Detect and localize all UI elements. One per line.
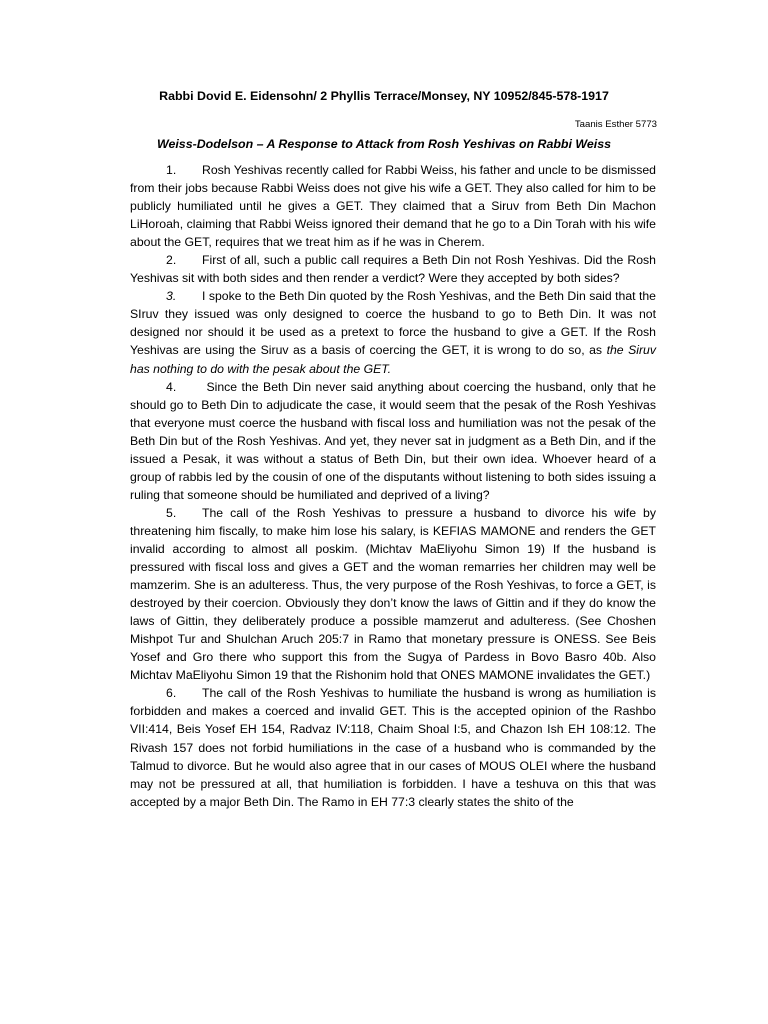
paragraph-6	[130, 684, 656, 810]
paragraph-text: First of all, such a public call requires a Beth Din not Rosh Yeshivas. Did the Rosh Yeshivas sit with both sides and then render a verdict? Were they accepted by both sides?	[130, 253, 656, 286]
paragraph-number: 1.	[166, 163, 177, 177]
document-body	[130, 161, 656, 811]
letterhead: Rabbi Dovid E. Eidensohn/ 2 Phyllis Terrace/Monsey, NY 10952/845-578-1917	[159, 89, 609, 103]
paragraph-text: Since the Beth Din never said anything about coercing the husband, only that he should go to Beth Din to adjudicate the case, it would seem that the pesak of the Rosh Yeshivas that everyone must coerce the husband with fiscal loss and humiliation was not the pesak of the Beth Din but of the Rosh Yeshivas. And yet, they never sat in judgment as a Beth Din, and if the issued a Pesak, it was without a status of Beth Din, but their own idea. Whoever heard of a group of rabbis led by the cousin of one of the disputants without listening to both sides issuing a ruling that someone should be humiliated and deprived of a living?	[130, 379, 656, 502]
paragraph-text: The call of the Rosh Yeshivas to humiliate the husband is wrong as humiliation is forbidden and makes a coerced and invalid GET. This is the accepted opinion of the Rashbo VII:414, Beis Yosef EH 154, Radvaz IV:118, Chaim Shoal I:5, and Chazon Ish EH 108:12. The Rivash 157 does not forbid humiliations in the case of a husband who is commanded by the Talmud to divorce. But he would also agree that in our cases of MOUS OLEI where the husband may not be pressured at all, that humiliation is forbidden. I have a teshuva on this that was accepted by a major Beth Din. The Ramo in EH 77:3 clearly states the shito of the	[130, 686, 656, 809]
paragraph-1	[130, 161, 656, 251]
document-date: Taanis Esther 5773	[574, 119, 657, 130]
paragraph-2	[130, 251, 656, 287]
paragraph-4	[130, 378, 656, 504]
paragraph-number: 2.	[166, 253, 177, 268]
paragraph-number: 4.	[166, 379, 177, 394]
paragraph-3	[130, 287, 656, 377]
paragraph-text: The call of the Rosh Yeshivas to pressure a husband to divorce his wife by threatening him fiscally, to make him lose his salary, is KEFIAS MAMONE and renders the GET invalid according to almost all poskim. (Michtav MaEliyohu Simon 19) If the husband is pressured with fiscal loss and gives a GET and the woman remarries her children may well be mamzerim. She is an adulteress. Thus, the very purpose of the Rosh Yeshivas, to force a GET, is destroyed by their coercion. Obviously they don’t know the laws of Gittin and if they do know the laws of Gittin, they deliberately produce a possible mamzerut and adulteress. (See Choshen Mishpot Tur and Shulchan Aruch 205:7 in Ramo that monetary pressure is ONESS. See Beis Yosef and Gro there who support this from the Sugya of Pardess in Bovo Basro 40b. Also Michtav MaEliyohu Simon 19 that the Rishonim hold that ONES MAMONE invalidates the GET.)	[130, 505, 656, 683]
paragraph-italic-text: the Siruv has nothing to do with the pesak about the GET.	[130, 343, 656, 376]
paragraph-text: Rosh Yeshivas recently called for Rabbi Weiss, his father and uncle to be dismissed from their jobs because Rabbi Weiss does not give his wife a GET. They also called for him to be publicly humiliated until he gives a GET. They claimed that a Siruv from Beth Din Machon LiHoroah, claiming that Rabbi Weiss ignored their demand that he go to a Din Torah with his wife about the GET, requires that we treat him as if he was in Cherem.	[130, 163, 656, 250]
paragraph-number: 3.	[166, 289, 177, 304]
paragraph-number: 5.	[166, 505, 177, 520]
paragraph-text: I spoke to the Beth Din quoted by the Rosh Yeshivas, and the Beth Din said that the SIruv they issued was only designed to coerce the husband to go to Beth Din. It was not designed nor should it be used as a pretext to force the husband to give a GET. If the Rosh Yeshivas are using the Siruv as a basis of coercing the GET, it is wrong to do so, as	[130, 289, 656, 358]
paragraph-5	[130, 504, 656, 684]
document-title: Weiss-Dodelson – A Response to Attack from Rosh Yeshivas on Rabbi Weiss	[157, 137, 611, 151]
paragraph-number: 6.	[166, 686, 177, 701]
